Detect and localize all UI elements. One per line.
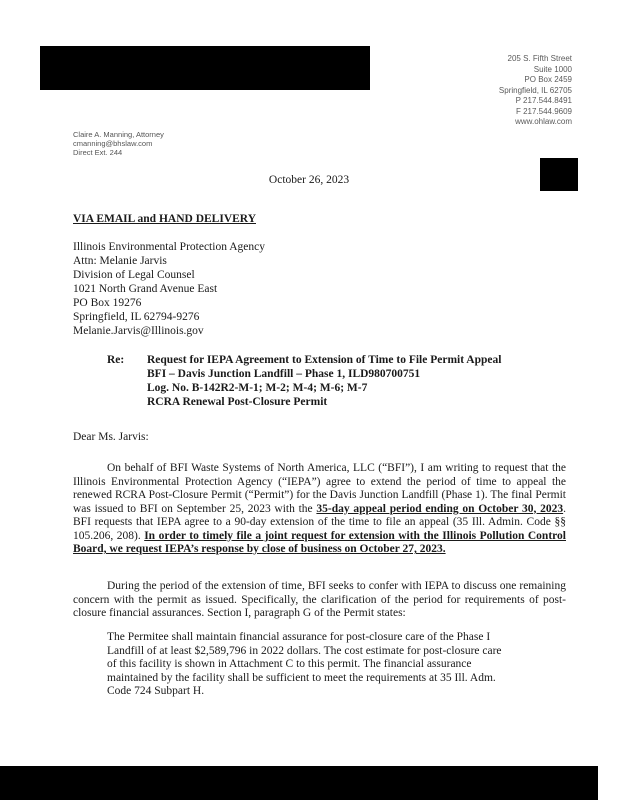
body-paragraph-2: During the period of the extension of time, BFI seeks to confer with IEPA to discuss one remaining concern with the permit as issued. Specifically, the clarification of the period for requirements of post-closure financial assurances. Section I, paragraph G of the Permit states: bbox=[73, 580, 566, 619]
fax-line: F 217.544.9609 bbox=[515, 106, 572, 116]
recipient-line: Attn: Melanie Jarvis bbox=[73, 255, 167, 267]
paragraph-text: On behalf of BFI Waste Systems of North America, LLC (“BFI”), I am writing to request that the Illinois Environmental Protection Agency (“IEPA”) agree to extend the period of time to appeal the renewed RCRA Post-Closure Permit (“Permit”) for the Davis Junction Landfill (Phase 1). The final Permit was issued to BFI on September 25, 2023 with the bbox=[73, 462, 566, 515]
subject-line: RCRA Renewal Post-Closure Permit bbox=[147, 396, 328, 408]
paragraph-text: . BFI requests that IEPA agree to a 90-day extension of the time to file an appeal (35 Ill. Admin. Code §§ 105.206, 208). bbox=[73, 502, 566, 542]
sender-block bbox=[73, 130, 164, 157]
sender-extension: Direct Ext. 244 bbox=[73, 148, 123, 157]
sender-name: Claire A. Manning, Attorney bbox=[73, 130, 164, 139]
response-request-emphasis: In order to timely file a joint request for extension with the Illinois Pollution Control Board, we request IEPA’s response by close of business on October 27, 2023. bbox=[73, 529, 566, 555]
recipient-line: Illinois Environmental Protection Agency bbox=[73, 241, 265, 253]
letter-date: October 26, 2023 bbox=[268, 174, 350, 186]
address-line: 205 S. Fifth Street bbox=[507, 54, 572, 63]
sender-email: cmanning@bhslaw.com bbox=[73, 139, 153, 148]
website-line: www.ohlaw.com bbox=[515, 117, 572, 126]
salutation: Dear Ms. Jarvis: bbox=[73, 431, 149, 443]
address-line: Springfield, IL 62705 bbox=[498, 85, 572, 95]
address-line: PO Box 2459 bbox=[524, 75, 572, 84]
recipient-line: Springfield, IL 62794-9276 bbox=[73, 311, 200, 323]
recipient-line: Division of Legal Counsel bbox=[73, 269, 195, 281]
permit-quote: The Permitee shall maintain financial assurance for post-closure care of the Phase I Landfill of at least $2,589,796 in 2022 dollars. The cost estimate for post-closure care of this facility is shown in Attachment C to this permit. The financial assurance maintained by the facility shall be sufficient to meet the requirements at 35 Ill. Adm. Code 724 Subpart H. bbox=[107, 631, 502, 697]
redacted-footer-bar bbox=[0, 766, 598, 800]
subject-line: Log. No. B-142R2-M-1; M-2; M-4; M-6; M-7 bbox=[147, 382, 368, 394]
recipient-line: PO Box 19276 bbox=[73, 297, 142, 309]
recipient-line: 1021 North Grand Avenue East bbox=[73, 283, 218, 295]
firm-address-block bbox=[432, 54, 572, 128]
address-line: Suite 1000 bbox=[533, 64, 572, 74]
re-label: Re: bbox=[107, 354, 125, 366]
subject-line: Request for IEPA Agreement to Extension of Time to File Permit Appeal bbox=[147, 354, 502, 366]
redacted-logo bbox=[40, 46, 370, 90]
recipient-address bbox=[73, 240, 265, 338]
delivery-method: VIA EMAIL and HAND DELIVERY bbox=[73, 213, 256, 225]
appeal-deadline-emphasis: 35-day appeal period ending on October 30, 2023 bbox=[316, 502, 564, 515]
recipient-email: Melanie.Jarvis@Illinois.gov bbox=[73, 325, 204, 337]
subject-line: BFI – Davis Junction Landfill – Phase 1, ILD980700751 bbox=[147, 368, 421, 380]
body-paragraph-1 bbox=[73, 462, 566, 557]
phone-line: P 217.544.8491 bbox=[515, 96, 572, 105]
subject-block bbox=[147, 353, 501, 409]
